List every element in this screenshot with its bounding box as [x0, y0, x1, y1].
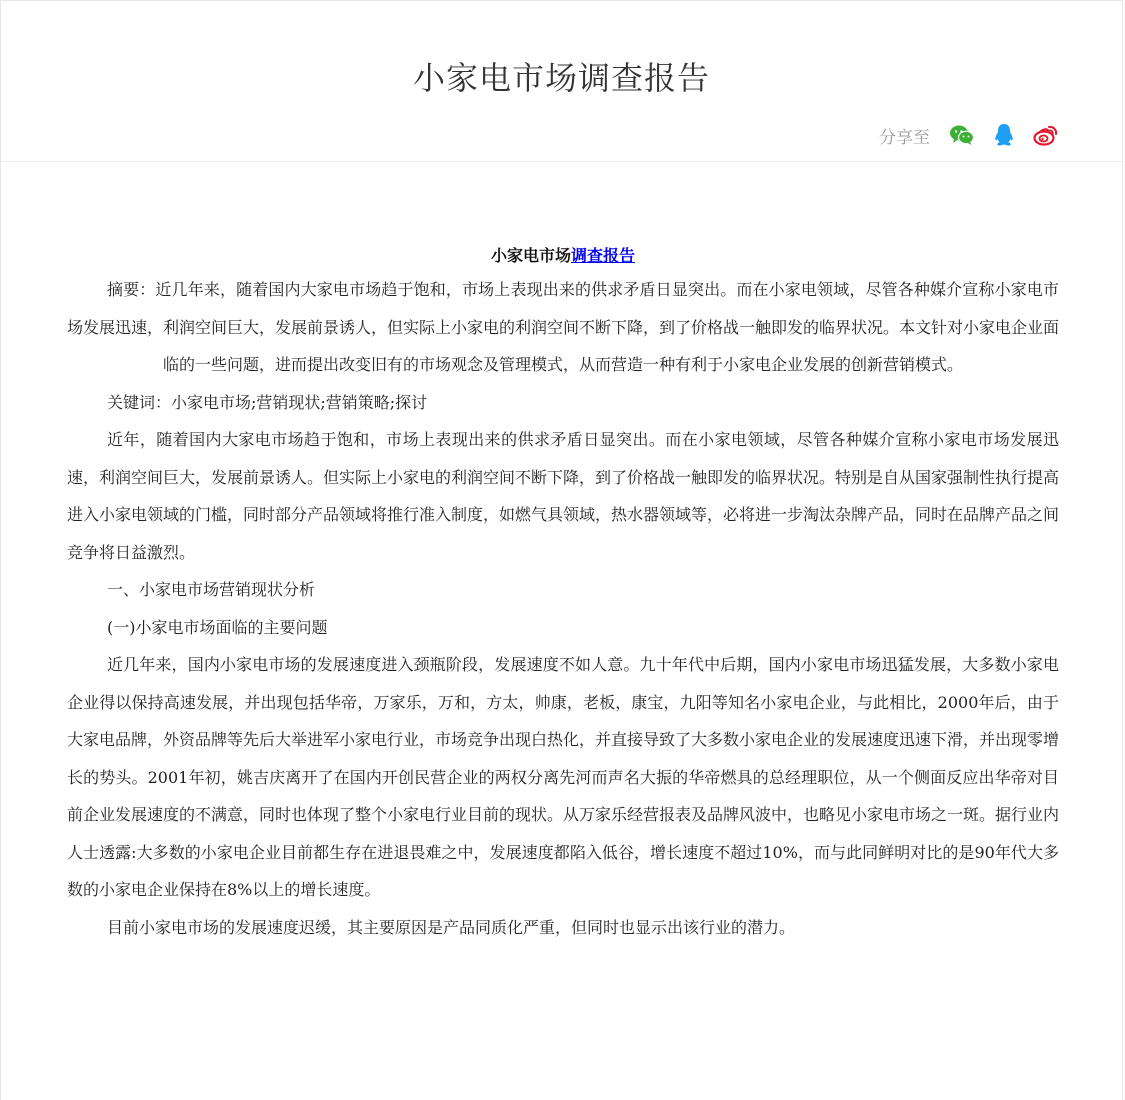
article-heading: [67, 241, 1059, 271]
keywords-paragraph: 关键词：小家电市场;营销现状;营销策略;探讨: [107, 392, 428, 412]
wechat-icon[interactable]: [948, 121, 976, 149]
intro-paragraph: 近年，随着国内大家电市场趋于饱和，市场上表现出来的供求矛盾日显突出。而在小家电领域，尽管各种媒介宣称小家电市场发展迅速，利润空间巨大，发展前景诱人。但实际上小家电的利润空间不断下降，到了价格战一触即发的临界状况。特别是自从国家强制性执行提高进入小家电领域的门槛，同时部分产品领域将推行准入制度，如燃气具领域，热水器领域等，必将进一步淘汰杂牌产品，同时在品牌产品之间竞争将日益激烈。: [67, 430, 1060, 562]
body-paragraph: 近几年来，国内小家电市场的发展速度进入颈瓶阶段，发展速度不如人意。九十年代中后期，国内小家电市场迅猛发展，大多数小家电企业得以保持高速发展，并出现包括华帝，万家乐，万和，方太，帅康，老板，康宝，九阳等知名小家电企业，与此相比，2000年后，由于大家电品牌，外资品牌等先后大举进军小家电行业，市场竞争出现白热化，并直接导致了大多数小家电企业的发展速度迅速下滑，并出现零增长的势头。2001年初，姚吉庆离开了在国内开创民营企业的两权分离先河而声名大振的华帝燃具的总经理职位，从一个侧面反应出华帝对目前企业发展速度的不满意，同时也体现了整个小家电行业目前的现状。从万家乐经营报表及品牌风波中，也略见小家电市场之一斑。据行业内人士透露:大多数的小家电企业目前都生存在进退畏难之中，发展速度都陷入低谷，增长速度不超过10%，而与此同鲜明对比的是90年代大多数的小家电企业保持在8%以上的增长速度。: [67, 655, 1060, 899]
share-bar: [879, 121, 1060, 149]
abstract-paragraph: 摘要：近几年来，随着国内大家电市场趋于饱和，市场上表现出来的供求矛盾日显突出。而在小家电领域，尽管各种媒介宣称小家电市场发展迅速，利润空间巨大，发展前景诱人，但实际上小家电的利润空间不断下降，到了价格战一触即发的临界状况。本文针对小家电企业面临的一些问题，进而提出改变旧有的市场观念及管理模式，从而营造一种有利于小家电企业发展的创新营销模式。: [67, 280, 1060, 374]
body-paragraph: 目前小家电市场的发展速度迟缓，其主要原因是产品同质化严重，但同时也显示出该行业的潜力。: [107, 917, 796, 937]
subsection-heading: (一)小家电市场面临的主要问题: [107, 617, 328, 637]
article-heading-link[interactable]: 调查报告: [571, 246, 636, 265]
article-body: [67, 241, 1059, 946]
article-heading-text: 小家电市场: [490, 246, 571, 265]
page-title: 小家电市场调查报告: [412, 59, 710, 97]
qq-icon[interactable]: [990, 121, 1018, 149]
weibo-icon[interactable]: [1032, 121, 1060, 149]
share-label: 分享至: [879, 127, 930, 148]
page-header: [1, 1, 1122, 162]
section-heading: 一、小家电市场营销现状分析: [107, 580, 316, 599]
